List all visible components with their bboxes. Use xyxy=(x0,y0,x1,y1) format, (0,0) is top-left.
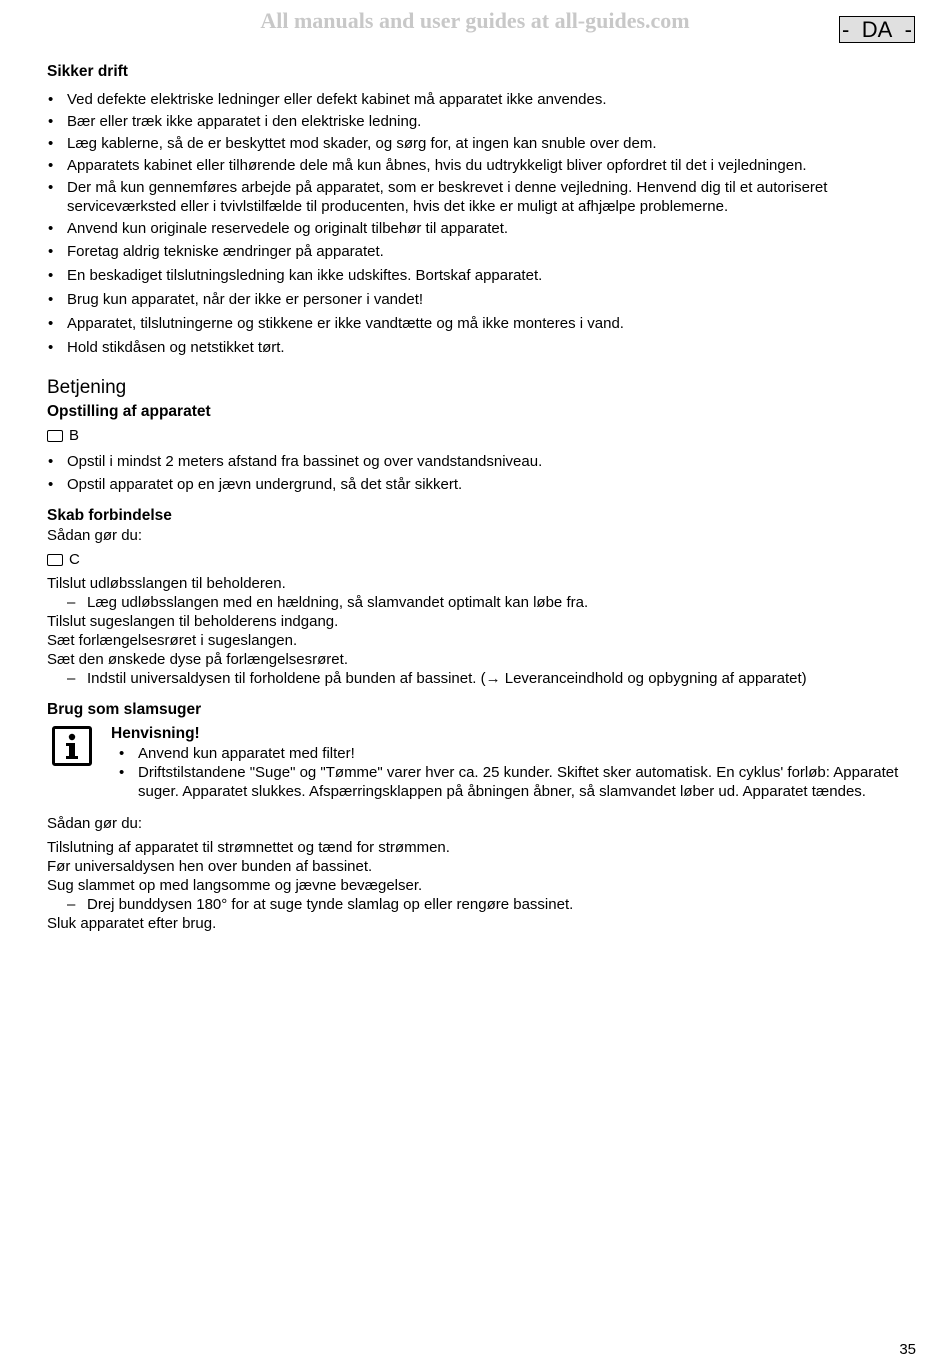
figure-reference-c xyxy=(47,550,919,569)
list-item: • Hold stikdåsen og netstikket tørt. xyxy=(47,338,919,357)
safe-operation-list xyxy=(47,90,919,357)
connect-steps xyxy=(47,574,919,688)
list-item: • Brug kun apparatet, når der ikke er personer i vandet! xyxy=(47,290,919,309)
note-box xyxy=(47,724,919,801)
setup-list xyxy=(47,452,919,494)
list-item: • En beskadiget tilslutningsledning kan ikke udskiftes. Bortskaf apparatet. xyxy=(47,266,919,285)
suction-steps xyxy=(47,838,919,933)
note-title: Henvisning! xyxy=(111,725,200,742)
figure-reference-b xyxy=(47,426,919,445)
language-tag-left: - xyxy=(842,17,850,42)
language-tag-right: - xyxy=(904,17,912,42)
list-item: • Driftstilstandene "Suge" og "Tømme" varer hver ca. 25 kunder. Skiftet sker automatisk. En cyklus' forløb: Apparatet suger. Apparatet slukkes. Afspærringsklappen på åbningen åbner, så slamvandet løber ud. Apparatet tændes. xyxy=(118,763,908,801)
note-list xyxy=(118,744,908,801)
step-line: Tilslut sugeslangen til beholderens indgang. xyxy=(47,613,339,630)
step-substep: – Læg udløbsslangen med en hældning, så slamvandet optimalt kan løbe fra. xyxy=(47,593,919,612)
page-number: 35 xyxy=(899,1341,916,1358)
figure-label: B xyxy=(69,427,80,444)
step-line: Sluk apparatet efter brug. xyxy=(47,915,217,932)
list-item: • Anvend kun originale reservedele og originalt tilbehør til apparatet. xyxy=(47,219,919,238)
step-line: Sug slammet op med langsomme og jævne bevægelser. xyxy=(47,877,423,894)
list-item: • Anvend kun apparatet med filter! xyxy=(118,744,908,763)
step-line: Sæt forlængelsesrøret i sugeslangen. xyxy=(47,632,298,649)
connect-intro: Sådan gør du: xyxy=(47,527,143,544)
list-item: • Bær eller træk ikke apparatet i den elektriske ledning. xyxy=(47,112,919,131)
list-item: • Foretag aldrig tekniske ændringer på apparatet. xyxy=(47,242,919,261)
safe-operation-heading: Sikker drift xyxy=(47,63,128,80)
step-line: Tilslut udløbsslangen til beholderen. xyxy=(47,575,286,592)
step-substep: – Indstil universaldysen til forholdene på bunden af bassinet. (→ Leveranceindhold og opbygning af apparatet) xyxy=(47,669,919,688)
note-body xyxy=(111,724,908,801)
language-tag xyxy=(839,16,915,43)
info-icon xyxy=(52,726,92,766)
list-item: • Der må kun gennemføres arbejde på apparatet, som er beskrevet i denne vejledning. Henvend dig til et autoriseret serviceværksted eller i tvivlstilfælde til producenten, hvis det ikke er muligt at afhjælpe problemerne. xyxy=(47,178,919,216)
figure-icon xyxy=(47,554,63,566)
suction-intro: Sådan gør du: xyxy=(47,815,143,832)
connect-heading: Skab forbindelse xyxy=(47,507,172,524)
watermark: All manuals and user guides at all-guides.com xyxy=(260,8,690,33)
step-substep: – Drej bunddysen 180° for at suge tynde slamlag op eller rengøre bassinet. xyxy=(47,895,919,914)
step-line: Sæt den ønskede dyse på forlængelsesrøret. xyxy=(47,651,348,668)
suction-heading: Brug som slamsuger xyxy=(47,701,202,718)
step-line: Før universaldysen hen over bunden af bassinet. xyxy=(47,858,373,875)
list-item: • Apparatet, tilslutningerne og stikkene er ikke vandtætte og må ikke monteres i vand. xyxy=(47,314,919,333)
language-code: DA xyxy=(861,17,893,42)
list-item: • Opstil apparatet op en jævn undergrund, så det står sikkert. xyxy=(47,475,919,494)
figure-label: C xyxy=(69,551,80,568)
list-item: • Ved defekte elektriske ledninger eller defekt kabinet må apparatet ikke anvendes. xyxy=(47,90,919,109)
list-item: • Apparatets kabinet eller tilhørende dele må kun åbnes, hvis du udtrykkeligt bliver opfordret til det i vejledningen. xyxy=(47,156,919,175)
list-item: • Opstil i mindst 2 meters afstand fra bassinet og over vandstandsniveau. xyxy=(47,452,919,471)
page-content xyxy=(47,62,919,933)
step-line: Tilslutning af apparatet til strømnettet og tænd for strømmen. xyxy=(47,839,450,856)
operation-heading: Betjening xyxy=(47,377,127,398)
figure-icon xyxy=(47,430,63,442)
list-item: • Læg kablerne, så de er beskyttet mod skader, og sørg for, at ingen kan snuble over dem. xyxy=(47,134,919,153)
setup-heading: Opstilling af apparatet xyxy=(47,403,211,420)
